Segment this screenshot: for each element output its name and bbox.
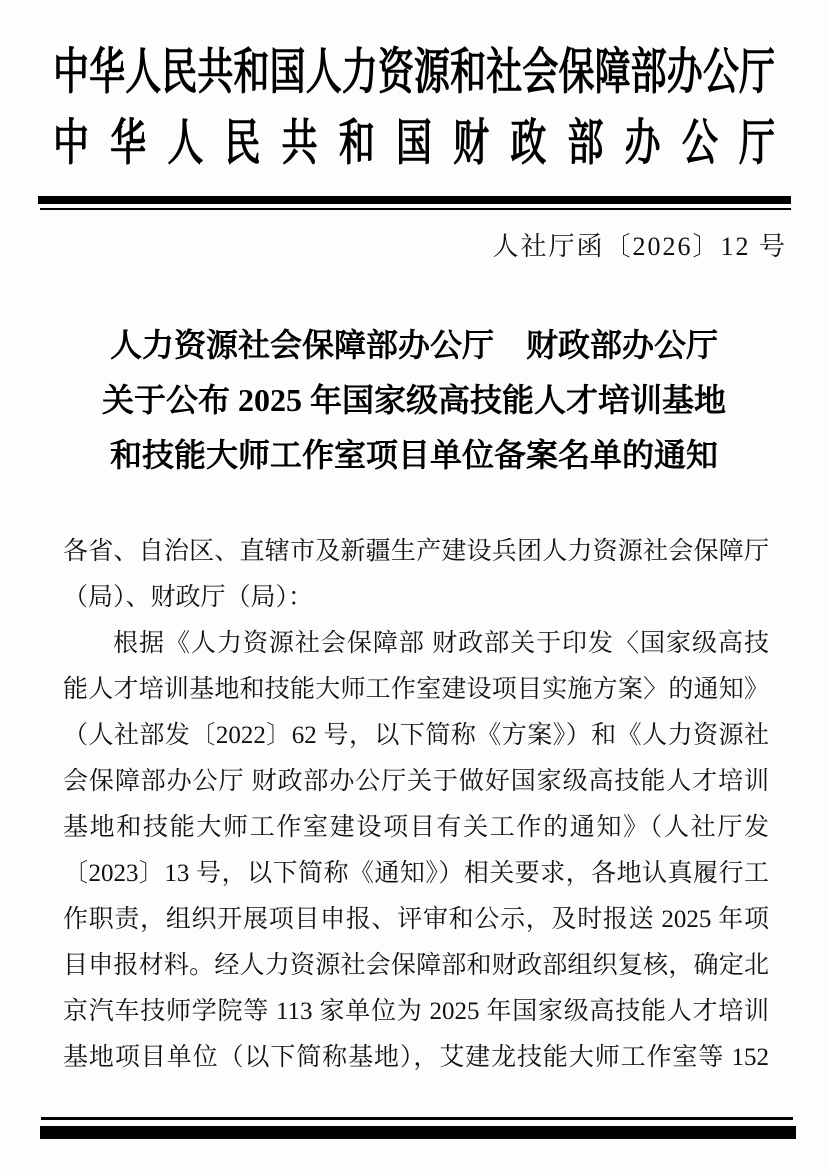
body-line-1: 根据《人力资源社会保障部 财政部关于印发〈国家级高技 xyxy=(113,630,769,657)
document-title xyxy=(0,318,828,483)
document-body xyxy=(63,529,769,1081)
body-line-3: （人社部发〔2022〕62 号，以下简称《方案》）和《人力资源社 xyxy=(63,722,769,749)
body-line-7: 作职责，组织开展项目申报、评审和公示，及时报送 2025 年项 xyxy=(63,906,769,933)
body-line-2: 能人才培训基地和技能大师工作室建设项目实施方案〉的通知》 xyxy=(63,676,769,703)
body-line-4: 会保障部办公厅 财政部办公厅关于做好国家级高技能人才培训 xyxy=(63,768,769,795)
footer-rule-thin xyxy=(41,1117,793,1120)
header-rule-thick xyxy=(38,196,791,204)
title-line-2: 关于公布 2025 年国家级高技能人才培训基地 xyxy=(101,382,726,418)
document-number: 人社厅函〔2026〕12 号 xyxy=(492,232,787,261)
salutation-line-1: 各省、自治区、直辖市及新疆生产建设兵团人力资源社会保障厅 xyxy=(63,538,769,565)
body-line-5: 基地和技能大师工作室建设项目有关工作的通知》（人社厅发 xyxy=(63,814,769,841)
letterhead-line-1: 中华人民共和国人力资源和社会保障部办公厅 xyxy=(53,44,775,100)
title-line-1: 人力资源社会保障部办公厅 财政部办公厅 xyxy=(109,327,718,363)
header-rule-thin xyxy=(40,208,791,210)
footer-rule-thick xyxy=(40,1126,796,1139)
body-line-10: 基地项目单位（以下简称基地），艾建龙技能大师工作室等 152 xyxy=(63,1044,769,1071)
title-line-3: 和技能大师工作室项目单位备案名单的通知 xyxy=(109,437,718,473)
letterhead-line-2: 中华人民共和国财政部办公厅 xyxy=(53,115,775,171)
body-line-6: 〔2023〕13 号，以下简称《通知》）相关要求，各地认真履行工 xyxy=(63,860,769,887)
body-line-9: 京汽车技师学院等 113 家单位为 2025 年国家级高技能人才培训 xyxy=(63,998,769,1025)
salutation-line-2: （局）、财政厅（局）： xyxy=(63,584,314,611)
body-line-8: 目申报材料。经人力资源社会保障部和财政部组织复核，确定北 xyxy=(63,952,769,979)
